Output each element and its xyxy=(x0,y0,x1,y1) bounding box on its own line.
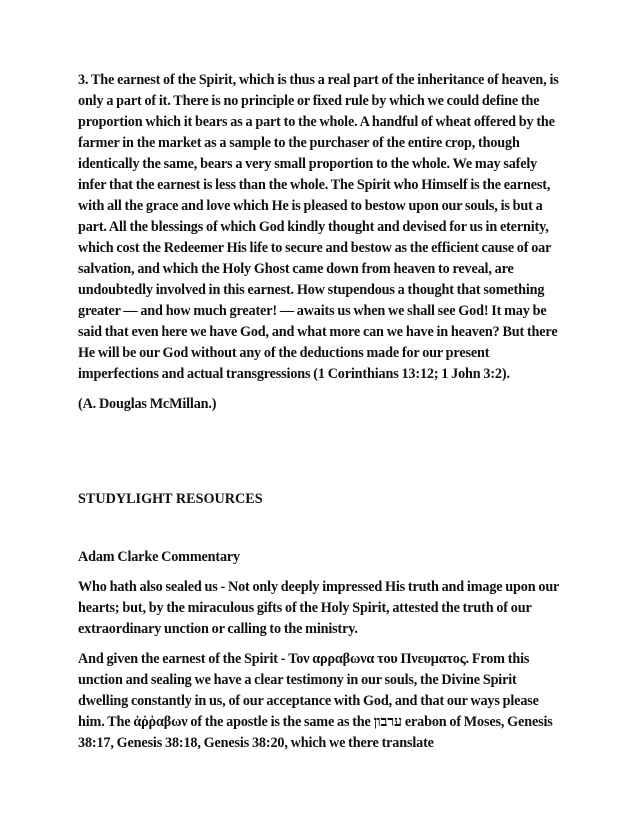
commentary-title: Adam Clarke Commentary xyxy=(78,549,240,565)
paragraph-given-earnest: And given the earnest of the Spirit - Τον αρραβωνα του Πνευματος. From this unction and sealing we have a clear testimony in our souls, the Divine Spirit dwelling constantly in us, of our acceptance with God, and that our ways please him. The ἀῤῥαβων of the apostle is the same as the ערבון erabon of Moses, Genesis 38:17, Genesis 38:18, Genesis 38:20, which we there translate xyxy=(78,651,553,751)
spacer xyxy=(78,415,568,489)
attribution: (A. Douglas McMillan.) xyxy=(78,396,217,412)
paragraph-earnest-spirit: 3. The earnest of the Spirit, which is thus a real part of the inheritance of heaven, is only a part of it. There is no principle or fixed rule by which we could define the proportion which it bears as a part to the whole. A handful of wheat offered by the farmer in the market as a sample to the purchaser of the entire crop, though identically the same, bears a very small proportion to the whole. We may safely infer that the earnest is less than the whole. The Spirit who Himself is the earnest, with all the grace and love which He is pleased to bestow upon our souls, is but a part. All the blessings of which God kindly thought and devised for us in eternity, which cost the Redeemer His life to secure and bestow as the efficient cause of oar salvation, and which the Holy Ghost came down from heaven to reveal, are undoubtedly involved in this earnest. How stupendous a thought that something greater — and how much greater! — awaits us when we shall see God! It may be said that even here we have God, and what more can we have in heaven? But there He will be our God without any of the deductions made for our present imperfections and actual transgressions (1 Corinthians 13:12; 1 John 3:2). xyxy=(78,72,559,382)
paragraph-sealed-us: Who hath also sealed us - Not only deeply impressed His truth and image upon our hearts; but, by the miraculous gifts of the Holy Spirit, attested the truth of our extraordinary unction or calling to the ministry. xyxy=(78,579,559,637)
document-page xyxy=(78,70,568,754)
section-heading: STUDYLIGHT RESOURCES xyxy=(78,491,263,507)
spacer xyxy=(78,510,568,547)
